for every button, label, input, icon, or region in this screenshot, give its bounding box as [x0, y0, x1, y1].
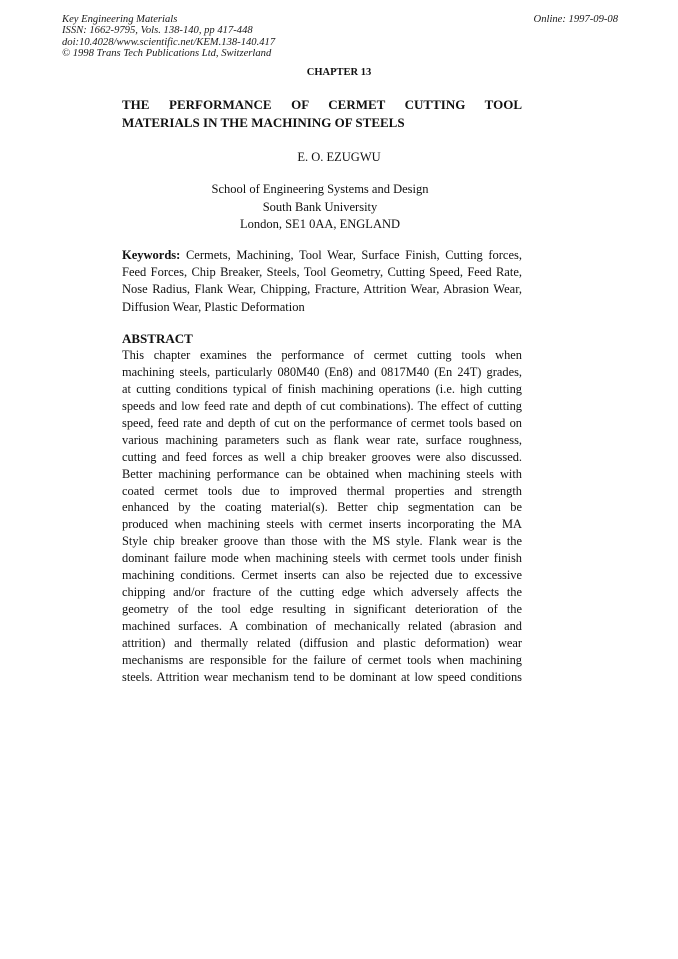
abstract-line: speeds and low feed rate and depth of cut combinations). The effect of cutting [122, 398, 522, 413]
abstract-line: at cutting conditions typical of finish machining operations (i.e. high cutting [122, 381, 522, 396]
keywords-label: Keywords: [122, 248, 181, 262]
affiliation-line-2: South Bank University [262, 199, 378, 214]
abstract-line: enhanced by the coating material(s). Better chip segmentation can be [122, 500, 522, 515]
keywords-text: Cermets, Machining, Tool Wear, Surface Finish, Cutting forces, Feed Forces, Chip Breaker, Steels, Tool Geometry, Cutting Speed, Feed Rate, Nose Radius, Flank Wear, Chipping, Fracture, Attrition Wear, Abrasion Wear, Diffusion Wear, Plastic Deformation [122, 248, 522, 314]
abstract-line: geometry of the tool edge resulting in significant deterioration of the [122, 602, 522, 617]
abstract-line: steels. Attrition wear mechanism tend to be dominant at low speed conditions [122, 669, 522, 684]
abstract-line: machining steels, particularly 080M40 (En8) and 0817M40 (En 24T) grades, [122, 364, 522, 379]
abstract-line: machined surfaces. A combination of mechanically related (abrasion and [122, 619, 522, 633]
journal-header [62, 14, 275, 60]
copyright-line: © 1998 Trans Tech Publications Ltd, Switzerland [62, 48, 272, 60]
abstract-line: Better machining performance can be obtained when machining steels with [122, 466, 522, 481]
chapter-label: CHAPTER 13 [306, 67, 372, 78]
abstract-line: dominant failure mode when machining steels with cermet tools under finish [122, 551, 522, 566]
affiliation [160, 181, 480, 234]
affiliation-line-3: London, SE1 0AA, ENGLAND [239, 217, 401, 231]
author-name: E. O. EZUGWU [297, 150, 381, 164]
abstract-text [122, 347, 522, 686]
abstract-line: chipping and/or fracture of the cutting edge which adversely affects the [122, 585, 522, 600]
title-line-1: THE PERFORMANCE OF CERMET CUTTING TOOL [122, 97, 522, 112]
abstract-line: cutting and feed forces as well a chip breaker grooves were also discussed. [122, 449, 522, 464]
abstract-line: coated cermet tools due to improved thermal properties and strength [122, 483, 522, 498]
abstract-heading: ABSTRACT [122, 331, 193, 346]
issn-line: ISSN: 1662-9795, Vols. 138-140, pp 417-448 [62, 25, 253, 37]
doi-line[interactable]: doi:10.4028/www.scientific.net/KEM.138-140.417 [62, 36, 276, 48]
title-line-2: MATERIALS IN THE MACHINING OF STEELS [122, 115, 405, 130]
abstract-line: machining conditions. Cermet inserts can also be rejected due to excessive [122, 568, 522, 583]
abstract-line: various machining parameters such as flank wear rate, surface roughness, [122, 432, 522, 447]
journal-name: Key Engineering Materials [62, 14, 178, 25]
abstract-line: Style chip breaker groove than those with the MS style. Flank wear is the [122, 534, 522, 549]
online-date: Online: 1997-09-08 [533, 14, 618, 25]
affiliation-line-1: School of Engineering Systems and Design [211, 182, 429, 196]
abstract-line: mechanisms are responsible for the failure of cermet tools when machining [122, 652, 522, 667]
keywords-block [122, 247, 522, 316]
abstract-line: produced when machining steels with cermet inserts incorporating the MA [122, 517, 522, 532]
abstract-line: This chapter examines the performance of cermet cutting tools when [122, 348, 522, 362]
abstract-line: speed, feed rate and depth of cut on the performance of cermet tools based on [122, 415, 522, 430]
paper-title [122, 96, 522, 132]
abstract-line: attrition) and thermally related (diffusion and plastic deformation) wear [122, 635, 522, 650]
